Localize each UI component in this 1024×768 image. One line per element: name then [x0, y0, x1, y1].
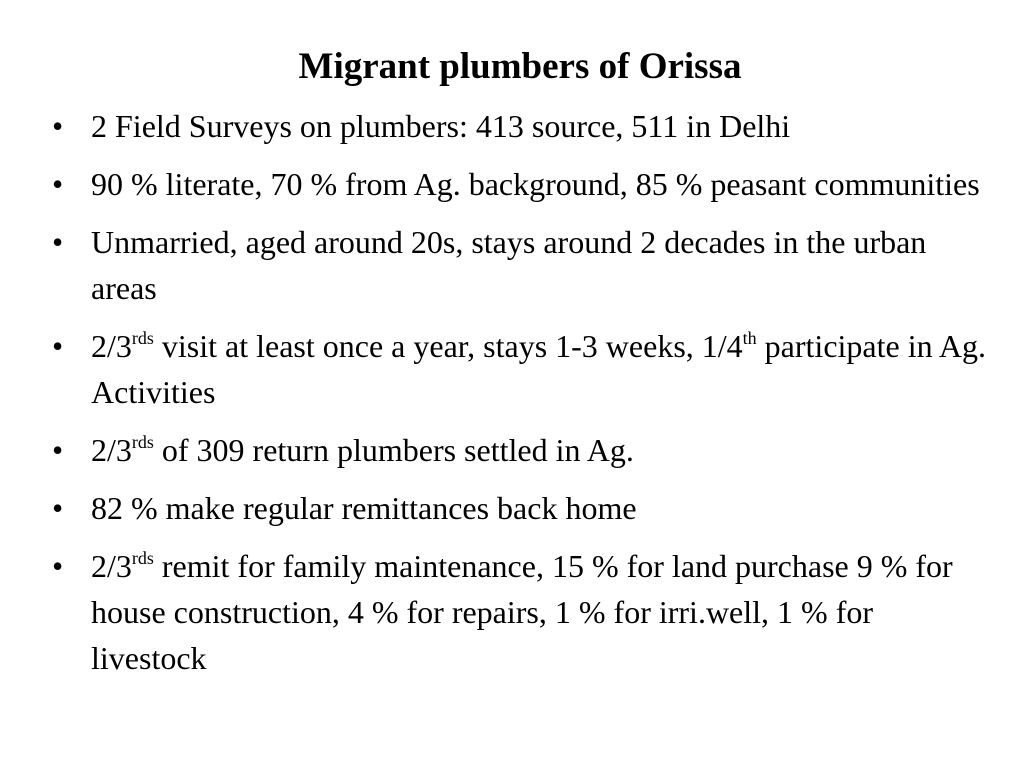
bullet-text: 82 % make regular remittances back home	[91, 490, 637, 526]
bullet-item-settled	[52, 427, 992, 473]
superscript: rds	[131, 548, 154, 568]
bullet-item-visits	[52, 323, 992, 415]
bullet-text-part: of 309 return plumbers settled in Ag.	[153, 432, 634, 468]
bullet-dot-icon: •	[52, 166, 64, 202]
bullet-item-remittances	[52, 485, 992, 531]
bullet-text-part: 2/3	[91, 548, 132, 584]
bullet-dot-icon: •	[52, 108, 64, 144]
bullet-text-part: visit at least once a year, stays 1-3 weeks, 1/4	[153, 328, 743, 364]
bullet-text: Unmarried, aged around 20s, stays around 2 decades in the urban areas	[91, 224, 927, 306]
bullet-dot-icon: •	[52, 432, 64, 468]
bullet-item-literacy	[52, 161, 992, 207]
bullet-text-part: 2/3	[91, 328, 132, 364]
slide-title: Migrant plumbers of Orissa	[298, 46, 742, 87]
bullet-text-part: participate in Ag. Activities	[91, 328, 986, 410]
bullet-text-part: 2/3	[91, 432, 132, 468]
bullet-dot-icon: •	[52, 490, 64, 526]
bullet-dot-icon: •	[52, 328, 64, 364]
superscript: rds	[131, 328, 154, 348]
bullet-text-part: remit for family maintenance, 15 % for land purchase 9 % for house construction, 4 % for repairs, 1 % for irri.well, 1 % for livestock	[91, 548, 953, 676]
bullet-dot-icon: •	[52, 224, 64, 260]
bullet-text: 2 Field Surveys on plumbers: 413 source, 511 in Delhi	[91, 108, 791, 144]
superscript: th	[742, 328, 757, 348]
bullet-list	[52, 103, 992, 693]
bullet-item-demographics	[52, 219, 992, 311]
bullet-dot-icon: •	[52, 548, 64, 584]
bullet-item-surveys	[52, 103, 992, 149]
bullet-text: 90 % literate, 70 % from Ag. background, 85 % peasant communities	[91, 166, 980, 202]
superscript: rds	[131, 432, 154, 452]
bullet-item-remit-uses	[52, 543, 992, 681]
